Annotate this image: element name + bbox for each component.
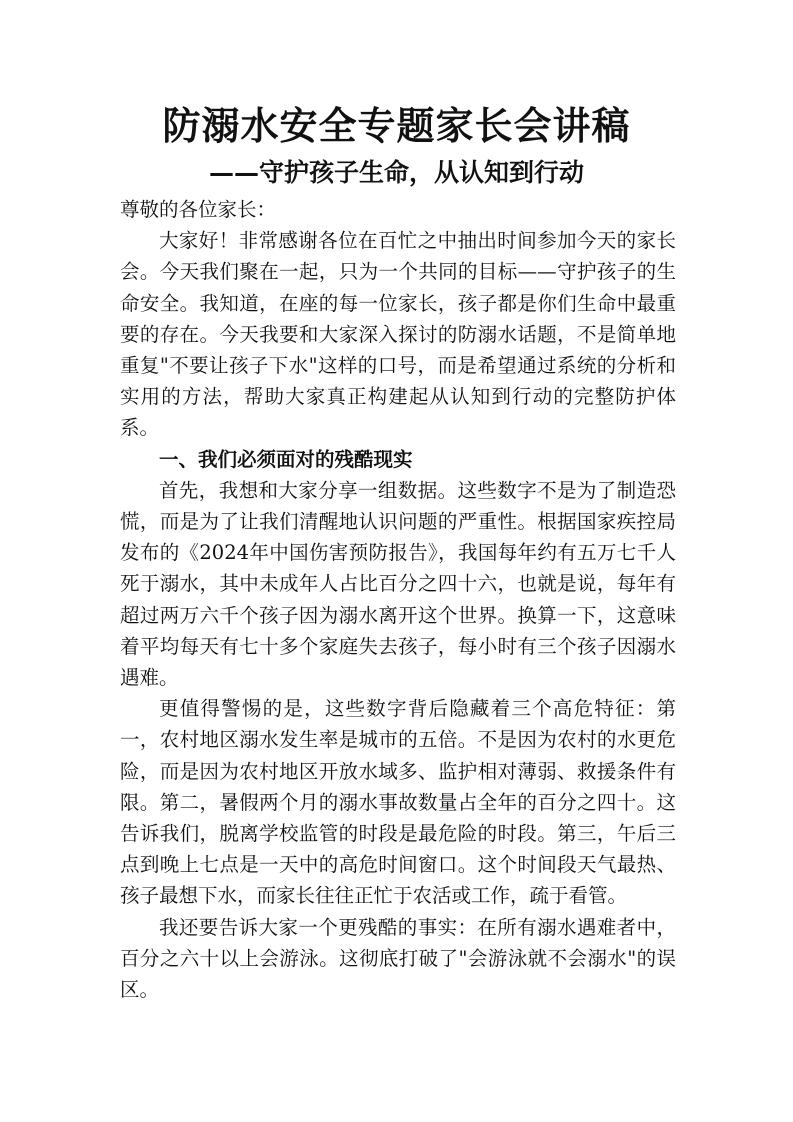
document-subtitle: ——守护孩子生命，从认知到行动	[208, 158, 584, 187]
section-heading: 一、我们必须面对的残酷现实	[159, 447, 413, 471]
paragraph-greeting: 大家好！非常感谢各位在百忙之中抽出时间参加今天的家长会。今天我们聚在一起，只为一个共同的目标——守护孩子的生命安全。我知道，在座的每一位家长，孩子都是你们生命中最重要的存在。今天我要和大家深入探讨的防溺水话题，不是简单地重复"不要让孩子下水"这样的口号，而是希望通过系统的分析和实用的方法，帮助大家真正构建起从认知到行动的完整防护体系。	[120, 229, 676, 440]
paragraph-statistics: 首先，我想和大家分享一组数据。这些数字不是为了制造恐慌，而是为了让我们清醒地认识问题的严重性。根据国家疾控局发布的《2024年中国伤害预防报告》，我国每年约有五万七千人死于溺水，其中未成年人占比百分之四十六，也就是说，每年有超过两万六千个孩子因为溺水离开这个世界。换算一下，这意味着平均每天有七十多个家庭失去孩子，每小时有三个孩子因溺水遇难。	[120, 478, 676, 690]
document-body	[120, 194, 676, 1002]
paragraph-swimmers-fact: 我还要告诉大家一个更残酷的事实：在所有溺水遇难者中，百分之六十以上会游泳。这彻底打破了"会游泳就不会溺水"的误区。	[120, 915, 676, 1002]
paragraph-risk-features: 更值得警惕的是，这些数字背后隐藏着三个高危特征：第一，农村地区溺水发生率是城市的五倍。不是因为农村的水更危险，而是因为农村地区开放水域多、监护相对薄弱、救援条件有限。第二，暑假两个月的溺水事故数量占全年的百分之四十。这告诉我们，脱离学校监管的时段是最危险的时段。第三，午后三点到晚上七点是一天中的高危时间窗口。这个时间段天气最热、孩子最想下水，而家长往往正忙于农活或工作，疏于看管。	[120, 697, 676, 908]
salutation: 尊敬的各位家长：	[120, 198, 277, 221]
document-title: 防溺水安全专题家长会讲稿	[162, 103, 631, 148]
